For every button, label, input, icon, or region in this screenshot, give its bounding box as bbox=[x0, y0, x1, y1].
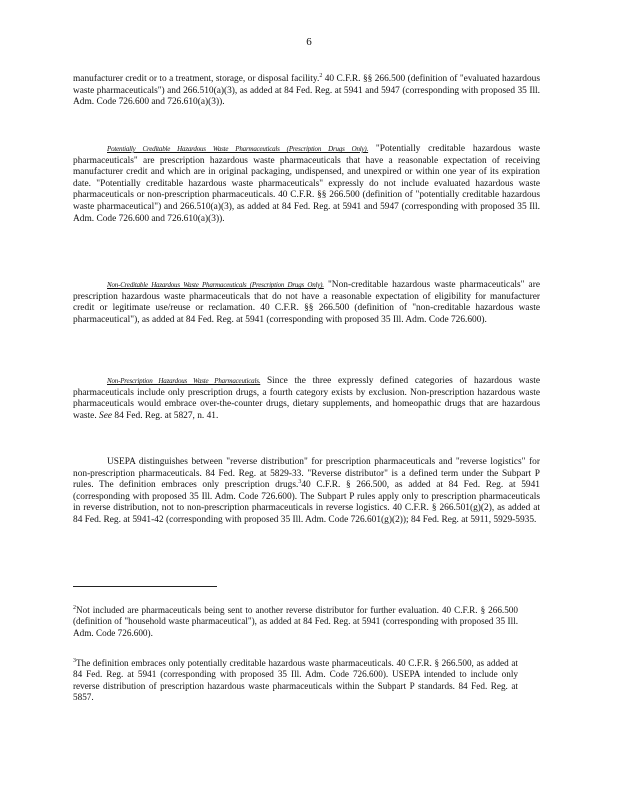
paragraph-text: "Potentially creditable hazardous waste pharmaceuticals" are prescription hazardous waste pharmaceuticals that have a reasonable expectation of receiving manufacturer credit and which are in original packaging, undispensed, and unexpired or within one year of its expiration date. "Potentially creditable hazardous waste pharmaceuticals" expressly do not include evaluated hazardous waste pharmaceuticals or non-prescription pharmaceuticals. 40 C.F.R. §§ 266.500 (definition of "potentially creditable hazardous waste pharmaceutical") and 266.510(a)(3), as added at 84 Fed. Reg. at 5941 and 5947 (corresponding with proposed 35 Ill. Adm. Code 726.600 and 726.610(a)(3)). bbox=[73, 144, 540, 224]
paragraph-non-prescription bbox=[73, 376, 540, 422]
footnote-divider bbox=[73, 586, 217, 587]
paragraph-potentially-creditable bbox=[73, 144, 540, 225]
footnote-text: Not included are pharmaceuticals being sent to another reverse distributor for further evaluation. 40 C.F.R. § 266.500 (definition of "household waste pharmaceutical"), as added at 84 Fed. Reg. at 5941 (corresponding with proposed 35 Ill. Adm. Code 726.600). bbox=[73, 605, 518, 638]
section-heading: Non-Creditable Hazardous Waste Pharmaceuticals (Prescription Drugs Only). bbox=[107, 281, 324, 289]
footnote-mark: 2 bbox=[73, 604, 76, 611]
footnote-text: The definition embraces only potentially creditable hazardous waste pharmaceuticals. 40 C.F.R. § 266.500, as added at 84 Fed. Reg. at 5941 (corresponding with proposed 35 Ill. Adm. Code 726.600). USEPA intended to include only reverse distribution of prescription hazardous waste pharmaceuticals within the Subpart P standards. 84 Fed. Reg. at 5857. bbox=[73, 658, 518, 703]
paragraph-text: 40 C.F.R. § 266.500, as added at 84 Fed. Reg. at 5941 (corresponding with proposed 35 Ill. Adm. Code 726.600). The Subpart P rules apply only to prescription pharmaceuticals in reverse distribution, not to non-prescription pharmaceuticals in reverse logistics. 40 C.F.R. § 266.501(g)(2), as added at 84 Fed. Reg. at 5941-42 (corresponding with proposed 35 Ill. Adm. Code 726.601(g)(2)); 84 Fed. Reg. at 5911, 5929-5935. bbox=[73, 480, 540, 525]
paragraph-reverse-distribution bbox=[73, 457, 540, 527]
footnote-mark: 3 bbox=[73, 657, 76, 664]
footnote-2 bbox=[73, 605, 518, 639]
paragraph-text: "Non-creditable hazardous waste pharmaceuticals" are prescription hazardous waste pharmaceuticals that do not have a reasonable expectation of eligibility for manufacturer credit or legitimate use/reuse or reclamation. 40 C.F.R. §§ 266.500 (definition of "non-creditable hazardous waste pharmaceutical"), as added at 84 Fed. Reg. at 5941 (corresponding with proposed 35 Ill. Adm. Code 726.600). bbox=[73, 280, 541, 325]
paragraph-text: USEPA distinguishes between "reverse distribution" for prescription pharmaceuticals and "reverse logistics" for non-prescription pharmaceuticals. 84 Fed. Reg. at 5829-33. "Reverse distributor" is a defined term under the Subpart P rules. The definition embraces only prescription drugs. bbox=[73, 457, 540, 491]
citation: 84 Fed. Reg. at 5827, n. 41. bbox=[114, 410, 219, 421]
paragraph-text: manufacturer credit or to a treatment, storage, or disposal facility. bbox=[73, 74, 320, 84]
footnote-ref-2: 2 bbox=[319, 72, 323, 79]
footnote-ref-3: 3 bbox=[298, 479, 302, 486]
paragraph-evaluated-continuation bbox=[73, 74, 540, 109]
footnote-3 bbox=[73, 658, 518, 704]
paragraph-non-creditable bbox=[73, 280, 540, 326]
section-heading: Non-Prescription Hazardous Waste Pharmaceuticals. bbox=[107, 377, 261, 385]
page-number: 6 bbox=[306, 36, 312, 48]
paragraph-text: 40 C.F.R. §§ 266.500 (definition of "evaluated hazardous waste pharmaceuticals") and 266.510(a)(3), as added at 84 Fed. Reg. at 5941 and 5947 (corresponding with proposed 35 Ill. Adm. Code 726.600 and 726.610(a)(3)). bbox=[73, 74, 540, 108]
paragraph-text: Since the three expressly defined categories of hazardous waste pharmaceuticals include only prescription drugs, a fourth category exists by exclusion. Non-prescription hazardous waste pharmaceuticals would embrace over-the-counter drugs, dietary supplements, and homeopathic drugs that are hazardous waste. bbox=[73, 376, 540, 421]
signal-see: See bbox=[99, 410, 113, 421]
section-heading: Potentially Creditable Hazardous Waste Pharmaceuticals (Prescription Drugs Only). bbox=[107, 145, 369, 153]
